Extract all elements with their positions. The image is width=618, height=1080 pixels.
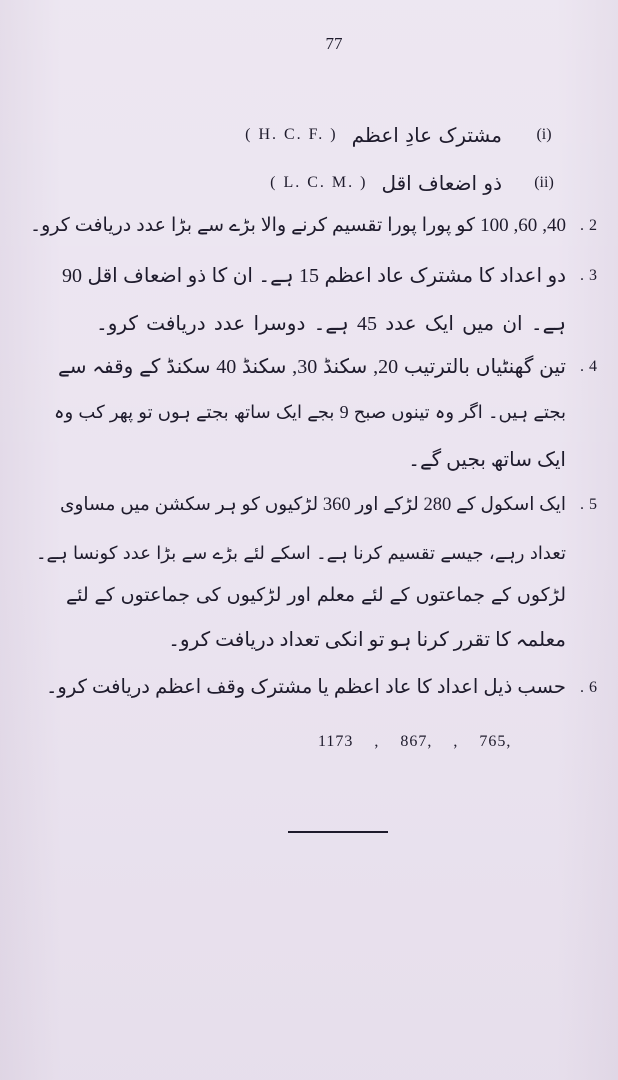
question-text-line: لڑکوں کے جماعتوں کے لئے معلم اور لڑکیوں کی جماعتوں کے لئے [66, 585, 566, 606]
question-number: 6. [580, 679, 602, 696]
question-text-line: معلمہ کا تقرر کرنا ہو تو انکی تعداد دریافت کرو۔ [168, 629, 566, 651]
definition-row [245, 118, 562, 152]
section-end-rule [288, 831, 388, 833]
definition-row [270, 166, 562, 200]
question-text-line: بجتے ہیں۔ اگر وہ تینوں صبح 9 بجے ایک ساتھ بجتے ہوں تو پھر کب وہ [54, 402, 566, 422]
question-number: 3. [580, 267, 602, 284]
question-text-line: ایک اسکول کے 280 لڑکے اور 360 لڑکیوں کو ہر سکشن میں مساوی [60, 495, 566, 515]
definition-term: مشترک عادِ اعظم [351, 123, 502, 147]
question-text-line: دو اعداد کا مشترک عاد اعظم 15 ہے۔ ان کا ذو اضعاف اقل 90 [62, 265, 567, 287]
question-text-line: حسب ذیل اعداد کا عاد اعظم یا مشترک وقف اعظم دریافت کرو۔ [46, 677, 566, 698]
question-text-line: 40, 60, 100 کو پورا پورا تقسیم کرنے والا بڑے سے بڑا عدد دریافت کرو۔ [30, 215, 567, 236]
definition-abbreviation: ( H. C. F. ) [245, 126, 338, 143]
page-number: 77 [325, 34, 343, 53]
question-text-line: تعداد رہے، جیسے تقسیم کرنا ہے۔ اسکے لئے بڑے سے بڑا عدد کونسا ہے۔ [36, 543, 566, 563]
question-numbers-list: 1173 , 867, , 765, [318, 733, 512, 750]
question-text-line: تین گھنٹیاں بالترتیب 20, سکنڈ 30, سکنڈ 40 سکنڈ کے وقفہ سے [58, 356, 566, 378]
question-number: 2. [580, 217, 602, 234]
question-number: 5. [580, 496, 602, 513]
question-text-line: ہے۔ ان میں ایک عدد 45 ہے۔ دوسرا عدد دریافت کرو۔ [96, 313, 566, 335]
definition-abbreviation: ( L. C. M. ) [270, 174, 368, 191]
question-number: 4. [580, 358, 602, 375]
definition-label: (i) [536, 126, 552, 143]
definition-label: (ii) [534, 174, 554, 191]
question-text-line: ایک ساتھ بجیں گے۔ [408, 449, 566, 471]
definition-term: ذو اضعاف اقل [381, 171, 502, 195]
